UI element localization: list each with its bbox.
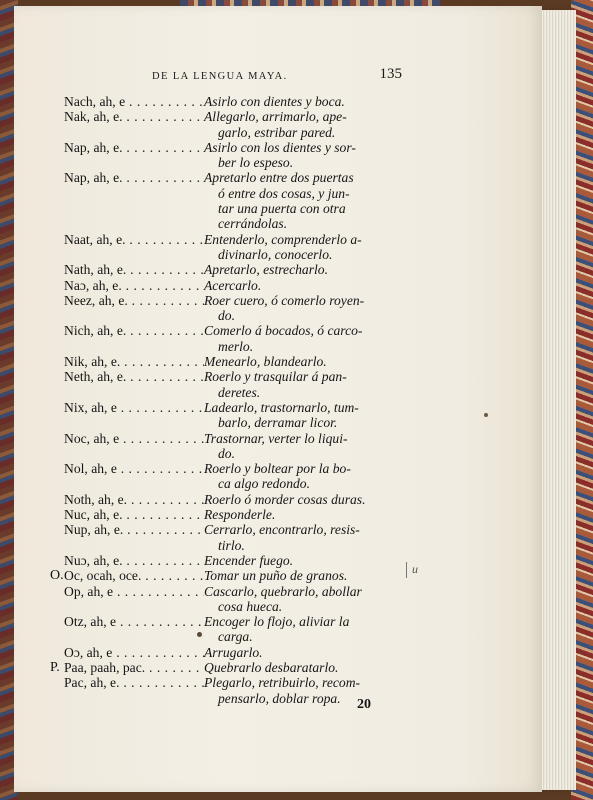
entry-headword: Nak, ah, e. . . . [64, 109, 204, 140]
entry-headword: Neth, ah, e. . . . [64, 369, 204, 400]
section-letter [50, 170, 64, 231]
entry-definition [204, 568, 410, 583]
entry-headword: Nap, ah, e. . . . [64, 170, 204, 231]
definition-line: Cerrarlo, encontrarlo, resis- [204, 522, 360, 538]
section-letter [50, 323, 64, 354]
definition-line: barlo, derramar licor. [218, 415, 338, 431]
section-letter [50, 278, 64, 293]
section-letter [50, 232, 64, 263]
section-letter [50, 522, 64, 553]
entry-headword: Otz, ah, e . . . [64, 614, 204, 645]
entry-definition [204, 262, 410, 277]
entry-definition [204, 94, 410, 109]
entry-headword: Naat, ah, e. . . . [64, 232, 204, 263]
entry-headword: Oc, ocah, oce. . . . [64, 568, 204, 583]
entry-definition [204, 109, 410, 140]
dictionary-entries [50, 94, 410, 706]
dictionary-entry [50, 492, 410, 507]
entry-headword: Nap, ah, e. . . . [64, 140, 204, 171]
entry-definition [204, 293, 410, 324]
dictionary-entry [50, 140, 410, 171]
page-fore-edge [536, 10, 576, 790]
dictionary-entry [50, 584, 410, 615]
section-letter [50, 293, 64, 324]
entry-headword: Nix, ah, e . . . [64, 400, 204, 431]
entry-headword: Oɔ, ah, e . . . [64, 645, 204, 660]
entry-headword: Nuc, ah, e. . . . [64, 507, 204, 522]
entry-headword: Noth, ah, e. . . . [64, 492, 204, 507]
definition-line: pensarlo, doblar ropa. [218, 690, 341, 706]
entry-headword: Nach, ah, e . . . [64, 94, 204, 109]
dictionary-entry [50, 660, 410, 675]
section-letter: O. [50, 568, 64, 584]
dictionary-entry [50, 262, 410, 277]
entry-headword: Nuɔ, ah, e. . . . [64, 553, 204, 568]
definition-line: Asirlo con los dientes y sor- [204, 139, 356, 155]
definition-line: do. [218, 308, 235, 324]
definition-line: Entenderlo, comprenderlo a- [204, 231, 362, 247]
definition-line: Tomar un puño de granos. [204, 568, 348, 584]
definition-line: Asirlo con dientes y boca. [204, 94, 345, 109]
dictionary-entry [50, 645, 410, 660]
entry-headword: Nik, ah, e. . . . [64, 354, 204, 369]
section-letter [50, 584, 64, 615]
entry-headword: Nich, ah, e. . . . [64, 323, 204, 354]
section-letter [50, 369, 64, 400]
definition-line: Ladearlo, trastornarlo, tum- [204, 399, 359, 415]
section-letter [50, 645, 64, 660]
definition-line: Allegarlo, arrimarlo, ape- [204, 109, 347, 125]
entry-headword: Pac, ah, e. . . . [64, 675, 204, 706]
dictionary-entry [50, 232, 410, 263]
entry-headword: Nup, ah, e. . . . [64, 522, 204, 553]
dictionary-entry [50, 461, 410, 492]
section-letter [50, 614, 64, 645]
page-number: 135 [379, 66, 402, 82]
definition-line: Apretarlo, estrecharlo. [204, 262, 328, 278]
definition-line: Quebrarlo desbaratarlo. [204, 659, 339, 675]
entry-definition [204, 354, 410, 369]
definition-line: Responderle. [204, 507, 276, 523]
definition-line: Roerlo ó morder cosas duras. [204, 491, 366, 507]
definition-line: Comerlo á bocados, ó carco- [204, 323, 363, 339]
definition-line: merlo. [218, 338, 254, 354]
dictionary-entry [50, 323, 410, 354]
signature-mark: 20 [357, 697, 371, 712]
ink-spot [197, 632, 202, 637]
entry-definition [204, 170, 410, 231]
dictionary-entry [50, 614, 410, 645]
entry-definition [204, 431, 410, 462]
dictionary-entry [50, 354, 410, 369]
entry-headword: Neez, ah, e. . . . [64, 293, 204, 324]
definition-line: Acercarlo. [204, 277, 262, 293]
definition-line: tar una puerta con otra [218, 201, 346, 217]
entry-headword: Noc, ah, e . . . [64, 431, 204, 462]
entry-headword: Naɔ, ah, e. . . . [64, 278, 204, 293]
dictionary-entry [50, 369, 410, 400]
section-letter [50, 262, 64, 277]
ink-spot [484, 413, 488, 417]
entry-definition [204, 400, 410, 431]
entry-definition [204, 492, 410, 507]
entry-definition [204, 553, 410, 568]
definition-line: Plegarlo, retribuirlo, recom- [204, 675, 361, 691]
section-letter [50, 354, 64, 369]
dictionary-entry [50, 568, 410, 583]
entry-definition [204, 645, 410, 660]
definition-line: Trastornar, verter lo liqui- [204, 430, 348, 446]
section-letter [50, 553, 64, 568]
definition-line: deretes. [218, 384, 261, 400]
section-letter [50, 507, 64, 522]
definition-line: Encoger lo flojo, aliviar la [204, 614, 350, 630]
page-header [152, 67, 402, 85]
dictionary-entry [50, 522, 410, 553]
section-letter [50, 400, 64, 431]
definition-line: Cascarlo, quebrarlo, abollar [204, 583, 362, 599]
dictionary-entry [50, 278, 410, 293]
definition-line: ca algo redondo. [218, 476, 310, 492]
definition-line: Roerlo y boltear por la bo- [204, 461, 351, 477]
entry-definition [204, 507, 410, 522]
entry-definition [204, 323, 410, 354]
definition-line: ber lo espeso. [218, 155, 294, 171]
definition-line: do. [218, 445, 235, 461]
definition-line: Apretarlo entre dos puertas [204, 170, 354, 186]
entry-definition [204, 369, 410, 400]
entry-headword: Paa, paah, pac. . . . [64, 660, 204, 675]
definition-line: Roer cuero, ó comerlo royen- [204, 292, 365, 308]
definition-line: cosa hueca. [218, 598, 283, 614]
definition-line: ó entre dos cosas, y jun- [218, 185, 350, 201]
definition-line: Encender fuego. [204, 552, 294, 568]
entry-definition [204, 232, 410, 263]
section-letter [50, 140, 64, 171]
section-letter [50, 492, 64, 507]
dictionary-entry [50, 553, 410, 568]
definition-line: carga. [218, 629, 253, 645]
definition-line: cerrándolas. [218, 216, 288, 232]
dictionary-entry [50, 94, 410, 109]
dictionary-entry [50, 109, 410, 140]
margin-note: u [412, 562, 418, 576]
section-letter [50, 109, 64, 140]
section-letter [50, 675, 64, 706]
dictionary-entry [50, 400, 410, 431]
definition-line: Roerlo y trasquilar á pan- [204, 369, 347, 385]
entry-definition [204, 660, 410, 675]
entry-definition [204, 278, 410, 293]
entry-headword: Nath, ah, e. . . . [64, 262, 204, 277]
dictionary-entry [50, 507, 410, 522]
entry-headword: Op, ah, e . . . [64, 584, 204, 615]
definition-line: garlo, estribar pared. [218, 124, 336, 140]
definition-line: Menearlo, blandearlo. [204, 354, 327, 370]
definition-line: divinarlo, conocerlo. [218, 246, 333, 262]
dictionary-entry [50, 170, 410, 231]
dictionary-entry [50, 293, 410, 324]
definition-line: Arrugarlo. [204, 644, 263, 660]
entry-definition [204, 584, 410, 615]
entry-headword: Nol, ah, e . . . [64, 461, 204, 492]
entry-definition [204, 675, 410, 706]
dictionary-entry [50, 675, 410, 706]
entry-definition [204, 614, 410, 645]
entry-definition [204, 461, 410, 492]
section-letter: P. [50, 659, 60, 675]
definition-line: tirlo. [218, 537, 245, 553]
entry-definition [204, 522, 410, 553]
entry-definition [204, 140, 410, 171]
section-letter [50, 431, 64, 462]
section-letter [50, 94, 64, 109]
dictionary-entry [50, 431, 410, 462]
running-head: DE LA LENGUA MAYA. [152, 71, 288, 82]
section-letter [50, 461, 64, 492]
